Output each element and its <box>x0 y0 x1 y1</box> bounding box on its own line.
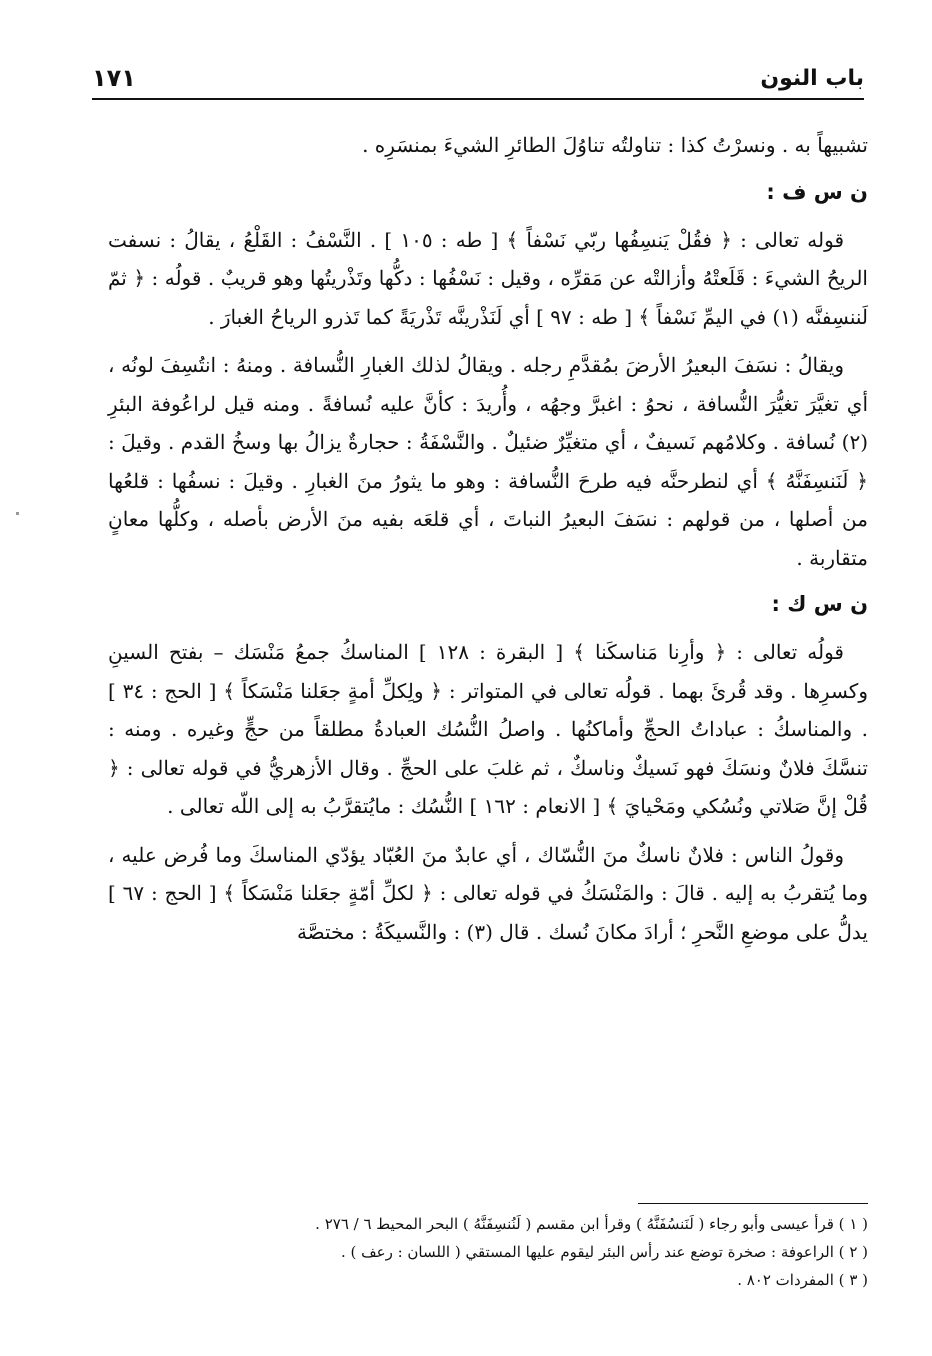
entry-heading-nsk: ن س ك : <box>771 592 868 616</box>
paragraph: وقولُ الناس : فلانٌ ناسكٌ منَ النُّسّاك ، أي عابدٌ منَ العُبّاد يؤدّي المناسكَ وما فُرض عليه ، وما يُتقربُ به إليه . قالَ : والمَنْسَكُ في قوله تعالى : ﴿ لكلِّ أمّةٍ جعَلنا مَنْسَكاً ﴾ [ الحج : ٦٧ ] يدلُّ على موضعِ النَّحرِ ؛ أرادَ مكانَ نُسك . قال (٣) : والنَّسيكَةُ : مختصَّة <box>108 842 868 944</box>
paragraph: قولُه تعالى : ﴿ وأرِنا مَناسكَنا ﴾ [ البقرة : ١٢٨ ] المناسكُ جمعُ مَنْسَك – بفتح السينِ وكسرِها . وقد قُرئَ بهما . قولُه تعالى في المتواتر : ﴿ ولِكلِّ أمةٍ جعَلنا مَنْسَكاً ﴾ [ الحج : ٣٤ ] . والمناسكُ : عباداتُ الحجِّ وأماكنُها . واصلُ النُّسُك العبادةُ مطلقاً من حجٍّ وغيره . ومنه : تنسَّكَ فلانٌ ونسَكَ فهو نَسيكٌ وناسكٌ ، ثم غلبَ على الحجِّ . وقال الأزهريُّ في قوله تعالى : ﴿ قُلْ إنَّ صَلاتي ونُسُكي ومَحْيايَ ﴾ [ الانعام : ١٦٢ ] النُّسُك : مايُتقرَّبُ به إلى اللّه تعالى . <box>108 640 868 818</box>
entry-heading-nsf: ن س ف : <box>766 179 868 204</box>
footnote: ( ٣ ) المفردات ٨٠٢ . <box>737 1271 868 1289</box>
footnotes <box>140 1210 868 1294</box>
paragraph: ويقالُ : نسَفَ البعيرُ الأرضَ بمُقدَّمِ رجله . ويقالُ لذلك الغبارِ النُّسافة . ومنهُ : انتُسِفَ لونُه ، أي تغيَّرَ تغيُّرَ النُّسافة ، نحوُ : اغبرَّ وجهُه ، وأُريدَ : كأنَّ عليه نُسافةً . ومنه قيل لراعُوفة البئرِ (٢) نُسافة . وكلامُهم نَسيفٌ ، أي متغيِّرٌ ضئيلٌ . والنَّسْفَةُ : حجارةٌ يزالُ بها وسخُ القدم . وقيلَ : ﴿ لَنَنسِفَنَّهُ ﴾ أي لنطرحنَّه فيه طرحَ النُّسافة : وهو ما يثورُ منَ الغبارِ . وقيلَ : نسفُها : قلعُها من أصلها ، من قولهم : نسَفَ البعيرُ النباتَ ، أي قلعَه بفيه منَ الأرض بأصله ، وكلُّها معانٍ متقاربة . <box>108 353 868 570</box>
paragraph: قوله تعالى : ﴿ فقُلْ يَنسِفُها ربّي نَسْفاً ﴾ [ طه : ١٠٥ ] . النَّسْفُ : القَلْعُ ، يقالُ : نسفت الريحُ الشيءَ : قَلَعتْهُ وأزالتْه عن مَقرِّه ، وقيل : نَسْفُها : دكُّها وتَذْريتُها وهو قريبٌ . قولُه : ﴿ ثمّ لَننسِفنَّه (١) في اليمِّ نَسْفاً ﴾ [ طه : ٩٧ ] أي لَنَذْرينَّه تَذْريَةً كما تَذرو الرياحُ الغبارَ . <box>108 227 868 329</box>
page-body <box>108 126 868 961</box>
footnote: ( ١ ) قرأ عيسى وأبو رجاء ( لَنَنسُفَنَّهُ ) وقرأ ابن مقسم ( لَنُنسِفَنَّهُ ) البحر المحيط ٦ / ٢٧٦ . <box>315 1215 868 1233</box>
page-header <box>92 60 864 100</box>
chapter-title: باب النون <box>760 66 864 91</box>
intro-paragraph: تشبيهاً به . ونسرْتُ كذا : تناولتُه تناوُلَ الطائرِ الشيءَ بمنسَرِه . <box>362 133 868 157</box>
page-number: ١٧١ <box>92 64 136 92</box>
footnote: ( ٢ ) الراعوفة : صخرة توضع عند رأس البئر ليقوم عليها المستقي ( اللسان : رعف ) . <box>340 1243 868 1261</box>
footnote-divider <box>638 1203 868 1204</box>
header-divider <box>92 98 864 100</box>
scan-speck <box>16 512 19 515</box>
